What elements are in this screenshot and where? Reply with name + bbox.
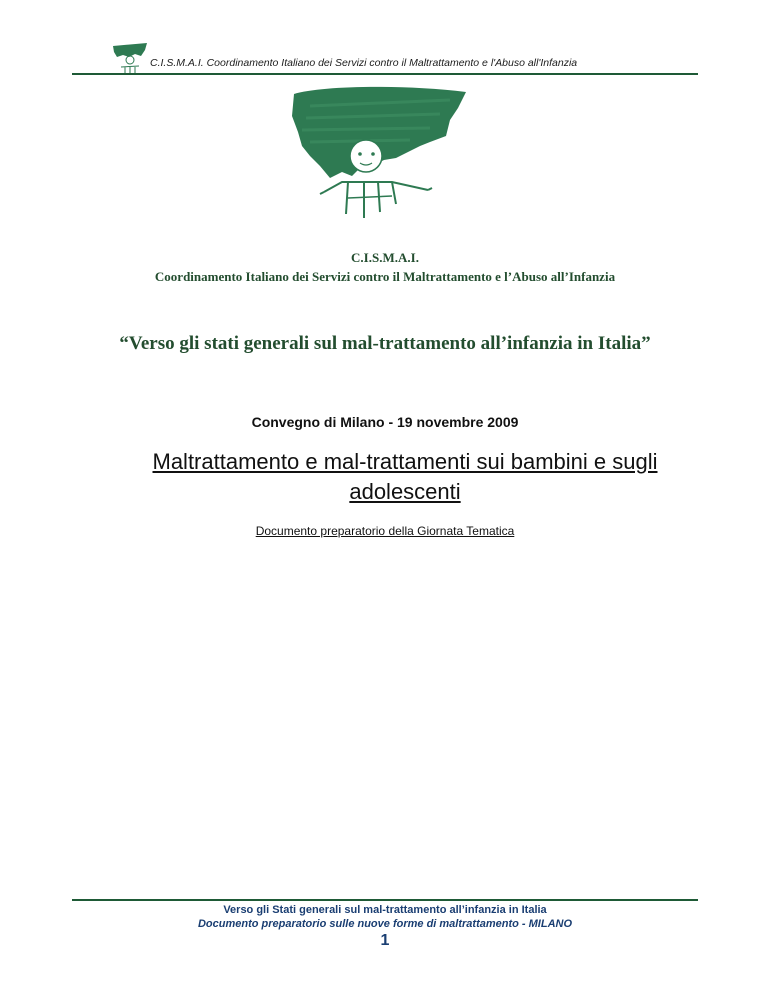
- organization-name: Coordinamento Italiano dei Servizi contro il Maltrattamento e l’Abuso all’Infanzia: [154, 269, 616, 284]
- page-number: 1: [380, 932, 390, 949]
- organization-acronym: C.I.S.M.A.I.: [351, 250, 419, 265]
- quote-title: “Verso gli stati generali sul mal-trattamento all’infanzia in Italia”: [119, 333, 651, 354]
- child-drawing-logo-icon: [280, 86, 470, 226]
- header-divider: [72, 73, 698, 75]
- footer-line-1: Verso gli Stati generali sul mal-trattamento all’infanzia in Italia: [223, 904, 547, 916]
- header-text: C.I.S.M.A.I. Coordinamento Italiano dei Servizi contro il Maltrattamento e l'Abuso all'Infanzia: [150, 57, 578, 69]
- document-subtitle: Documento preparatorio della Giornata Tematica: [255, 524, 515, 538]
- document-title: Maltrattamento e mal-trattamenti sui bambini e sugli adolescenti: [152, 449, 658, 504]
- header-logo-icon: [111, 42, 149, 74]
- event-line: Convegno di Milano - 19 novembre 2009: [251, 414, 519, 430]
- footer-divider: [72, 899, 698, 901]
- footer-line-2: Documento preparatorio sulle nuove forme di maltrattamento - MILANO: [197, 918, 573, 930]
